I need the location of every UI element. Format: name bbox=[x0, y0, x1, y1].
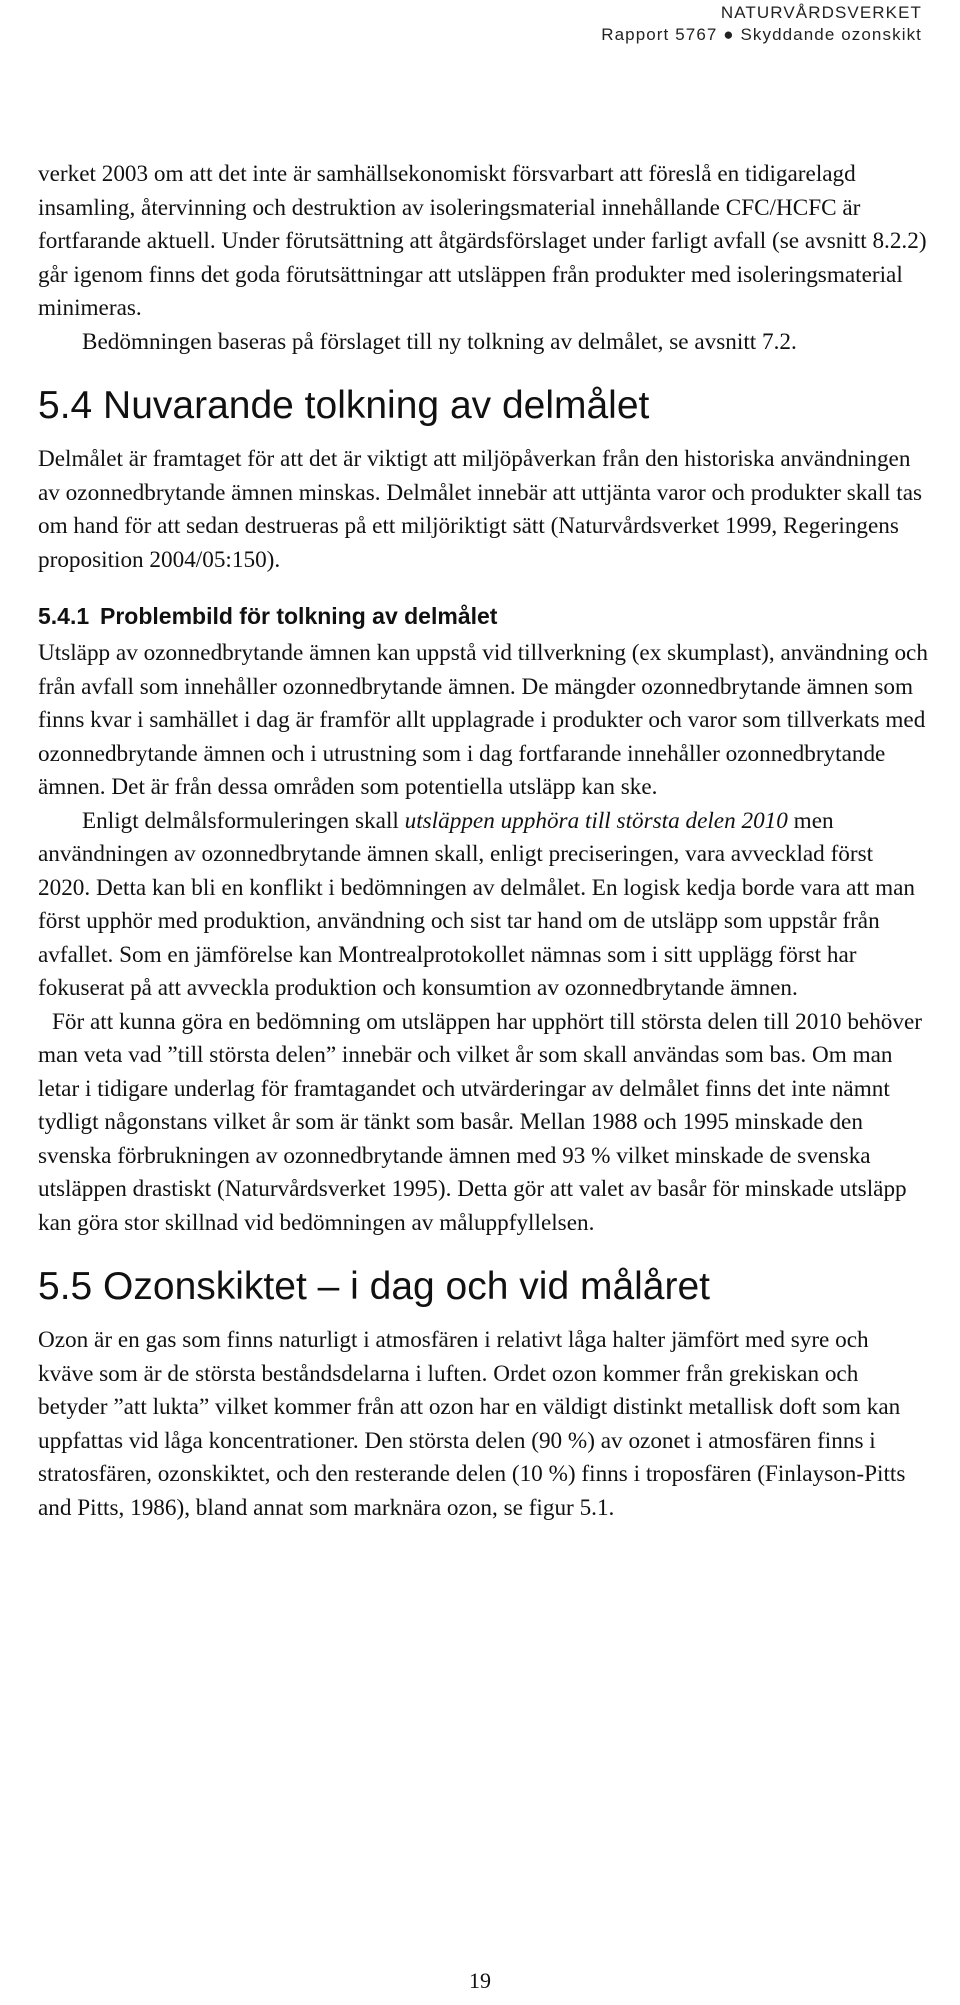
section-5-4-paragraph: Delmålet är framtaget för att det är viktigt att miljöpåverkan från den historiska användningen av ozonnedbrytande ämnen minskas. Delmålet innebär att uttjänta varor och produkter skall tas om hand för att sedan destrueras på ett miljöriktigt sätt (Naturvårdsverket 1999, Regeringens proposition 2004/05:150). bbox=[38, 446, 923, 573]
intro-paragraph: verket 2003 om att det inte är samhällsekonomiskt försvarbart att föreslå en tidigarelagd insamling, återvinning och destruktion av isoleringsmaterial innehållande CFC/HCFC är fortfarande aktuell. Under förutsättning att åtgärdsförslaget under farligt avfall (se avsnitt 8.2.2) går igenom finns det goda förutsättningar att utsläppen från produkter med isoleringsmaterial minimeras. bbox=[38, 161, 927, 321]
problem-paragraph: Utsläpp av ozonnedbrytande ämnen kan uppstå vid tillverkning (ex skumplast), användning och från avfall som innehåller ozonnedbrytande ämnen. De mängder ozonnedbrytande ämnen som finns kvar i samhället i dag är framför allt upplagrade i produkter och varor som tillverkats med ozonnedbrytande ämnen och i utrustning som i dag fortfarande innehåller ozonnedbrytande ämnen. Det är från dessa områden som potentiella utsläpp kan ske. bbox=[38, 640, 928, 800]
goal-formulation-paragraph: Enligt delmålsformuleringen skall utsläppen upphöra till största delen 2010 men användningen av ozonnedbrytande ämnen skall, enligt preciseringen, vara avvecklad först 2020. Detta kan bli en konflikt i bedömningen av delmålet. En logisk kedja borde vara att man först upphör med produktion, användning och sist tar hand om de utsläpp som uppstår från avfallet. Som en jämförelse kan Montrealprotokollet nämnas som i sitt upplägg först har fokuserat på att avveckla produktion och konsumtion av ozonnedbrytande ämnen. bbox=[38, 807, 916, 1001]
ozone-paragraph: Ozon är en gas som finns naturligt i atmosfären i relativt låga halter jämfört med syre och kväve som är de största beståndsdelarna i luften. Ordet ozon kommer från grekiskan och betyder ”att lukta” vilket kommer från att ozon har en väldigt distinkt metallisk doft som kan uppfattas vid låga koncentrationer. Den största delen (90 %) av ozonet i atmosfären finns i stratosfären, ozonskiktet, och den resterande delen (10 %) finns i troposfären (Finlayson-Pitts and Pitts, 1986), bland annat som marknära ozon, se figur 5.1. bbox=[38, 1327, 906, 1521]
page-number: 19 bbox=[469, 1968, 491, 1993]
goal-quote: utsläppen upphöra till största delen 2010 bbox=[404, 807, 788, 834]
page-content bbox=[38, 158, 928, 1525]
assessment-paragraph: Bedömningen baseras på förslaget till ny tolkning av delmålet, se avsnitt 7.2. bbox=[82, 328, 797, 355]
base-year-paragraph: För att kunna göra en bedömning om utsläppen har upphört till största delen till 2010 behöver man veta vad ”till största delen” innebär och vilket år som skall användas som bas. Om man letar i tidigare underlag för framtagandet och utvärderingar av delmålet finns det inte nämnt tydligt någonstans vilket år som är tänkt som basår. Mellan 1988 och 1995 minskade den svenska förbrukningen av ozonnedbrytande ämnen med 93 % vilket minskade de svenska utsläppen drastiskt (Naturvårdsverket 1995). Detta gör att valet av basår för minskade utsläpp kan göra stor skillnad vid bedömningen av måluppfyllelsen. bbox=[38, 1008, 923, 1236]
subsection-number: 5.4.1 bbox=[38, 603, 90, 629]
header-report-title: Rapport 5767 ● Skyddande ozonskikt bbox=[601, 25, 922, 44]
subsection-5-4-1-heading bbox=[38, 601, 928, 631]
subsection-title: Problembild för tolkning av delmålet bbox=[100, 603, 498, 629]
page-header bbox=[601, 2, 922, 46]
header-organization: NATURVÅRDSVERKET bbox=[720, 3, 922, 22]
section-5-4-heading: 5.4 Nuvarande tolkning av delmålet bbox=[38, 384, 650, 427]
section-5-5-heading: 5.5 Ozonskiktet – i dag och vid målåret bbox=[38, 1265, 711, 1308]
